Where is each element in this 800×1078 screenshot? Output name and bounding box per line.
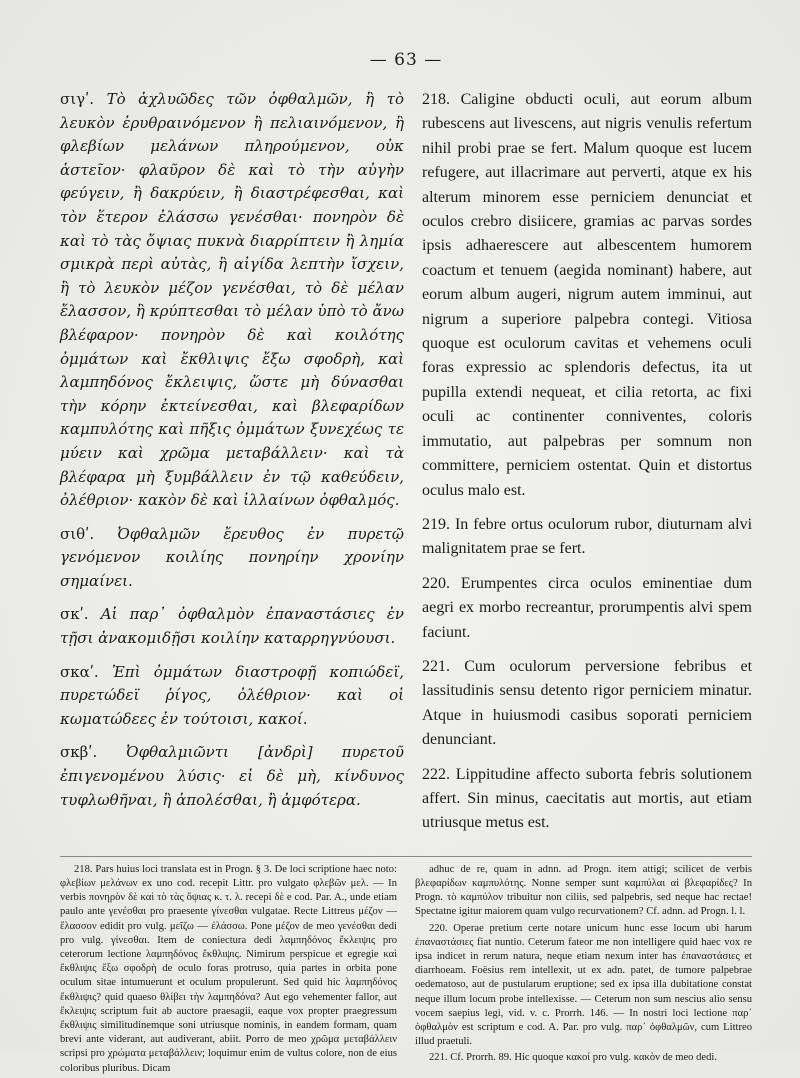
latin-column [422,88,752,846]
paragraph-number: σκαʹ. [60,662,99,681]
paragraph-number: 219. [422,515,450,533]
paragraph-number: 222. [422,765,450,783]
latin-paragraph [422,88,752,503]
greek-paragraph [60,523,404,594]
footnote: 220. Operae pretium certe notare unicum hunc esse locum ubi harum ἐπαναστάσιες fiat nuntio. Ceterum fateor me non intelligere quid haec vox re ipsa indicet in rerum natura, neque etiam nexum inter has ἐπαναστάσιες et diarrhoeam. Foësius rem intellexit, ut ex adn. patet, de tumore palpebrae oedematoso, aut de pustularum eruptione; sed ex ipsa illa dubitatione constat neque illum locum probe intellexisse. — Ceterum non sum nescius alio sensu vocem saepius legi, vid. v. c. Prorrh. 146. — In nostri loci lectione παρ᾽ ὀφθαλμὸν est scriptum e cod. A. Par. pro vulg. παρ᾽ ὀφθαλμῶν, cum Littreo illud praetuli. [415,922,752,1048]
paragraph-number: σιγʹ. [60,90,95,108]
latin-paragraph [422,655,752,753]
paragraph-text: Τὸ ἀχλυῶδες τῶν ὀφθαλμῶν, ἢ τὸ λευκὸν ἐρυθραινόμενον ἢ πελιαινόμενον, ἢ φλεβίων μελάνων πληρούμενον, οὐκ ἀστεῖον· φλαῦρον δὲ καὶ τὸ τὴν αὐγὴν φεύγειν, ἢ δακρύειν, ἢ διαστρέφεσθαι, καὶ τὸν ἕτερον ἐλάσσω γενέσθαι· πονηρὸν δὲ καὶ τὸ τὰς ὄψιας πυκνὰ διαρρίπτειν ἢ λημία σμικρὰ περὶ αὐτὰς, ἢ αἰγίδα λεπτὴν ἴσχειν, ἢ τὸ λευκὸν μέζον γενέσθαι, τὸ δὲ μέλαν ἔλασσον, ἢ κρύπτεσθαι τὸ μέλαν ὑπὸ τὸ ἄνω βλέφαρον· πονηρὸν δὲ καὶ κοιλότης ὀμμάτων καὶ ἔκθλιψις ἔξω σφοδρὴ, καὶ λαμπηδόνος ἔκλειψις, ὥστε μὴ δύνασθαι τὴν κόρην ἐκτείνεσθαι, καὶ βλεφαρίδων καμπυλότης καὶ πῆξις ὀμμάτων ξυνεχέως τε μύειν καὶ χρῶμα μεταβάλλειν· καὶ τὰ βλέφαρα μὴ ξυμβάλλειν ἐν τῷ καθεύδειν, ὀλέθριον· κακὸν δὲ καὶ ἰλλαίνων ὀφθαλμός. [60,90,404,510]
paragraph-text: Ὀφθαλμῶν ἔρευθος ἐν πυρετῷ γενόμενον κοιλίης πονηρίην χρονίην σημαίνει. [60,524,404,590]
footnote: adhuc de re, quam in adnn. ad Progn. item attigi; scilicet de verbis βλεφαρίδων καμπυλότης. Nonne semper sunt καμπύλαι αἱ βλεφαρίδες? In Progn. τὸ καμπύλον tribuitur non ciliis, sed palpebris, sed neque hac rectae! Spectatne igitur maiorem quam vulgo recurvationem? Cf. adnn. ad Progn. l. l. [415,863,752,918]
greek-paragraph [60,603,404,650]
paragraph-text: Ἐπὶ ὀμμάτων διαστροφῇ κοπιώδεϊ, πυρετώδεϊ ῥίγος, ὀλέθριον· καὶ οἱ κωματώδεες ἐν τούτοισι, κακοί. [60,662,404,728]
paragraph-text: Lippitudine affecto suborta febris solutionem affert. Sin minus, caecitatis aut mortis, aut etiam utriusque metus est. [422,765,752,832]
paragraph-text: Cum oculorum perversione febribus et lassitudinis sensu detento rigor perniciem minatur. Atque in huiusmodi casibus soporati perniciem denunciant. [422,657,753,749]
paragraph-text: Ὀφθαλμιῶντι [ἀνδρὶ] πυρετοῦ ἐπιγενομένου λύσις· εἰ δὲ μὴ, κίνδυνος τυφλωθῆναι, ἢ ἀπολέσθαι, ἢ ἀμφότερα. [60,743,404,809]
paragraph-text: Erumpentes circa oculos eminentiae dum aegri ex morbo recreantur, prorumpentis alvi spem faciunt. [422,574,753,641]
latin-paragraph [422,513,752,562]
main-columns [60,88,752,846]
greek-paragraph [60,661,404,732]
latin-paragraph [422,572,752,645]
footnote: 221. Cf. Prorrh. 89. Hic quoque κακοί pro vulg. κακὸν de meo dedi. [429,1052,718,1064]
paragraph-number: 221. [422,657,450,675]
greek-column [60,88,404,846]
footnote: 218. Pars huius loci translata est in Progn. § 3. De loci scriptione haec noto: φλεβίων μελάνων ex uno cod. recepit Littr. pro vulgato φλεβῶν μελ. — In verbis πονηρὸν δὲ καὶ τὸ τὰς ὄψιας κ. τ. λ. recepi δὲ e cod. Par. A., unde etiam paulo ante γενέσθαι pro praesente γίνεσθαι vulgatae. Recte Littreus μέζον — ἔλασσον edidit pro vulg. μεῖζω — ἐλάσσω. Pone μέζον de meo γενέσθαι dedi pro vulg. γίνεσθαι. Item de coniectura dedi λαμπηδόνος ἔκλειψις pro ceterorum lectione λαμπηδόνος ἔκθλιψις. Nimirum perspicue et egregie καὶ ἔκθλιψις ἔξω σφοδρὴ de oculo foras protruso, quia partes in orbita pone oculum sitae intumuerunt et oculum propulerunt. Sed quid hic λαμπηδόνος ἔκθλιψις? quid quaeso θλίβει τὴν λαμπηδόνα? Aut ego vehementer fallor, aut ἔκλειψις scriptum fuit ab auctore praesagii, eaque vox propter praegressum ἔκθλιψις similitudinemque soni utriusque nominis, in eandem formam, quam brevi ante viderant, aut audiverant, abiit. Porro de meo χρῶμα μεταβάλλειν scripsi pro χρώματα μεταβάλλειν; loquimur enim de vultus colore, non de eius coloribus pluribus. Dicam [60,863,397,1074]
footnote-divider [60,856,752,857]
latin-paragraph [422,763,752,836]
footnotes [60,863,752,1078]
paragraph-number: σκʹ. [60,605,89,624]
greek-paragraph [60,741,404,812]
paragraph-text: Αἱ παρ᾽ ὀφθαλμὸν ἐπαναστάσιες ἐν τῇσι ἀνακομιδῇσι κοιλίην καταρρηγνύουσι. [60,605,404,648]
greek-paragraph [60,88,404,513]
paragraph-number: 218. [422,91,450,108]
paragraph-text: Caligine obducti oculi, aut eorum album rubescens aut livescens, aut nigris venulis refertum nihil probi prae se fert. Malum quoque est lucem refugere, aut illacrimare aut perverti, atque ex his alterum minorem esse perniciem denunciat et oculos crebro disiicere, gramias ac parvas sordes ipsis adhaerescere aut albescentem humorem coactum et tenuem (aegida nominant) habere, aut eorum album augeri, nigrum autem imminui, aut nigrum a superiore palpebra contegi. Vitiosa quoque est oculorum cavitas et vehemens oculi foras expressio ac splendoris defectus, ita ut pupilla extendi nequeat, et cilia retorta, ac fixi oculi ac continenter conniventes, coloris immutatio, aut palpebras per somnum non committere, perniciem ostentat. Quin et distortus oculus malo est. [422,91,753,499]
page-number: — 63 — [369,50,443,70]
paragraph-text: In febre ortus oculorum rubor, diuturnam alvi malignitatem prae se fert. [422,515,753,558]
footnotes-left [60,863,397,1078]
paragraph-number: σκβʹ. [60,743,98,762]
paragraph-number: σιθʹ. [60,524,95,543]
paragraph-number: 220. [422,574,450,592]
footnotes-right [415,863,752,1078]
